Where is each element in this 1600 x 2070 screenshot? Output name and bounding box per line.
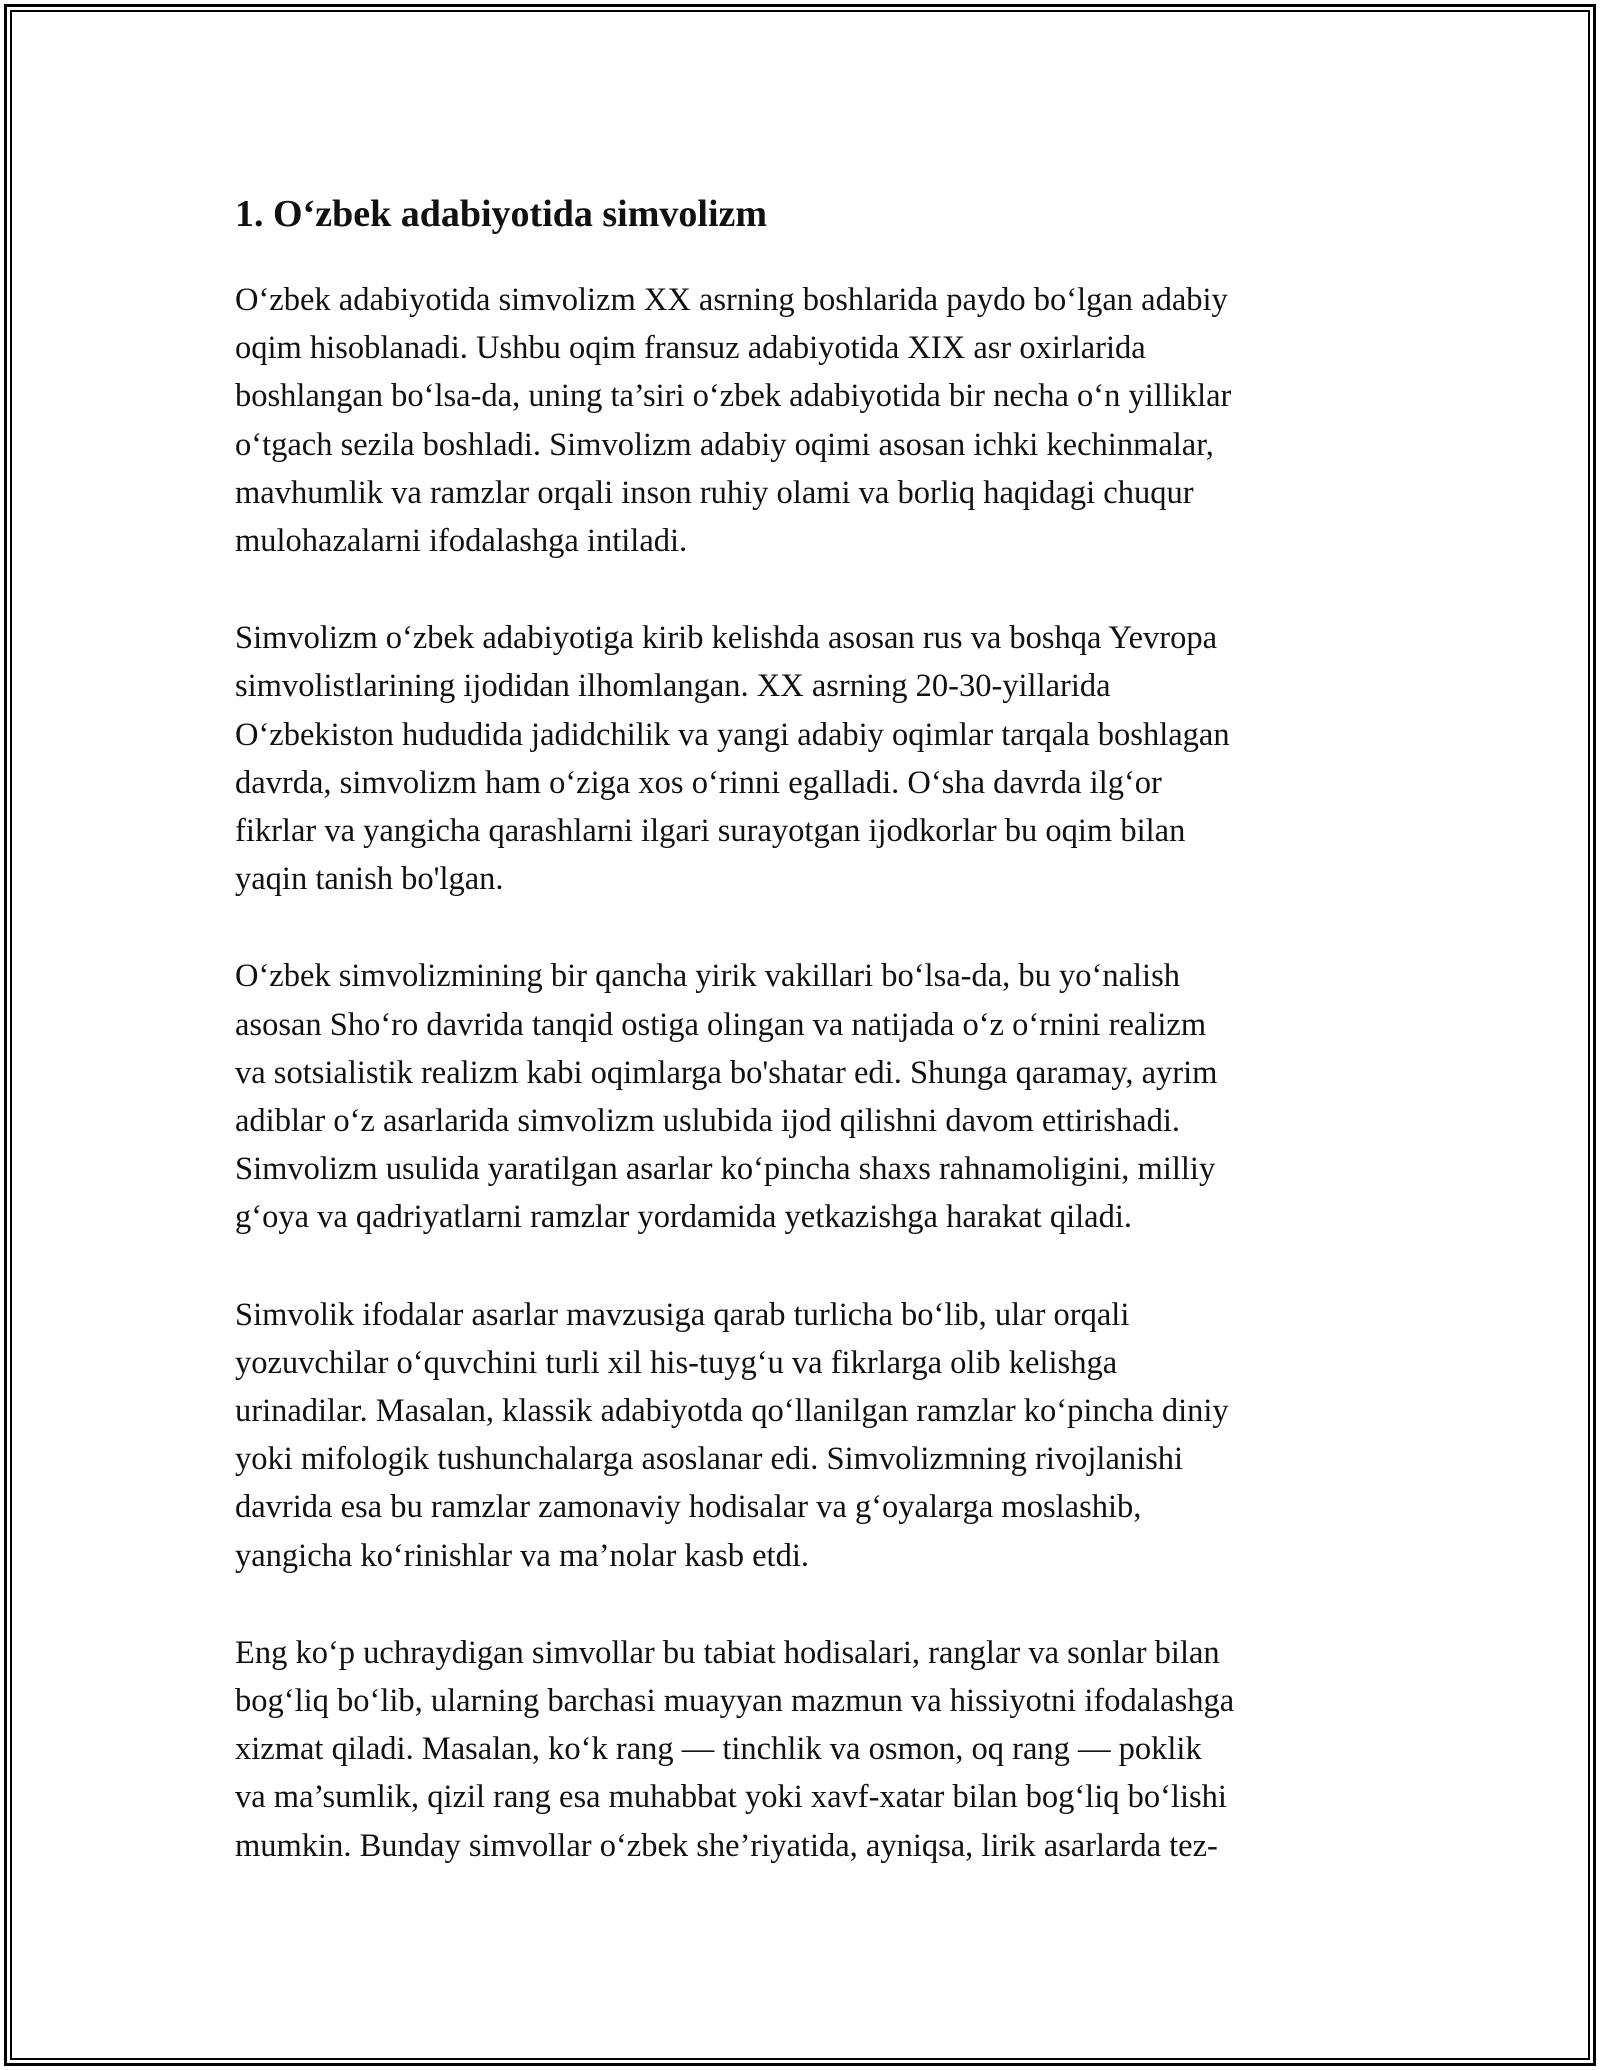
paragraph-1: O‘zbek adabiyotida simvolizm XX asrning boshlarida paydo bo‘lgan adabiy oqim hisoblanadi. Ushbu oqim fransuz adabiyotida XIX asr oxirlarida boshlangan bo‘lsa-da, uning ta’siri o‘zbek adabiyotida bir necha o‘n yilliklar o‘tgach sezila boshladi. Simvolizm adabiy oqimi asosan ichki kechinmalar, mavhumlik va ramzlar orqali inson ruhiy olami va borliq haqidagi chuqur mulohazalarni ifodalashga intiladi. [235, 282, 1232, 560]
paragraph-4: Simvolik ifodalar asarlar mavzusiga qarab turlicha bo‘lib, ular orqali yozuvchilar o‘quvchini turli xil his-tuyg‘u va fikrlarga olib kelishga urinadilar. Masalan, klassik adabiyotda qo‘llanilgan ramzlar ko‘pincha diniy yoki mifologik tushunchalarga asoslanar edi. Simvolizmning rivojlanishi davrida esa bu ramzlar zamonaviy hodisalar va g‘oyalarga moslashib, yangicha ko‘rinishlar va ma’nolar kasb etdi. [235, 1296, 1229, 1574]
section-heading: 1. O‘zbek adabiyotida simvolizm [235, 193, 768, 235]
document-page [235, 188, 1375, 1919]
paragraph-5: Eng ko‘p uchraydigan simvollar bu tabiat hodisalari, ranglar va sonlar bilan bog‘liq bo‘lib, ularning barchasi muayyan mazmun va hissiyotni ifodalashga xizmat qiladi. Masalan, ko‘k rang — tinchlik va osmon, oq rang — poklik va ma’sumlik, qizil rang esa muhabbat yoki xavf-xatar bilan bog‘liq bo‘lishi mumkin. Bunday simvollar o‘zbek she’riyatida, ayniqsa, lirik asarlarda tez- [235, 1634, 1235, 1864]
paragraph-2: Simvolizm o‘zbek adabiyotiga kirib kelishda asosan rus va boshqa Yevropa simvolistlarining ijodidan ilhomlangan. XX asrning 20-30-yillarida O‘zbekiston hududida jadidchilik va yangi adabiy oqimlar tarqala boshlagan davrda, simvolizm ham o‘ziga xos o‘rinni egalladi. O‘sha davrda ilg‘or fikrlar va yangicha qarashlarni ilgari surayotgan ijodkorlar bu oqim bilan yaqin tanish bo'lgan. [235, 620, 1230, 898]
paragraph-3: O‘zbek simvolizmining bir qancha yirik vakillari bo‘lsa-da, bu yo‘nalish asosan Sho‘ro davrida tanqid ostiga olingan va natijada o‘z o‘rnini realizm va sotsialistik realizm kabi oqimlarga bo'shatar edi. Shunga qaramay, ayrim adiblar o‘z asarlarida simvolizm uslubida ijod qilishni davom ettirishadi. Simvolizm usulida yaratilgan asarlar ko‘pincha shaxs rahnamoligini, milliy g‘oya va qadriyatlarni ramzlar yordamida yetkazishga harakat qiladi. [235, 958, 1218, 1236]
